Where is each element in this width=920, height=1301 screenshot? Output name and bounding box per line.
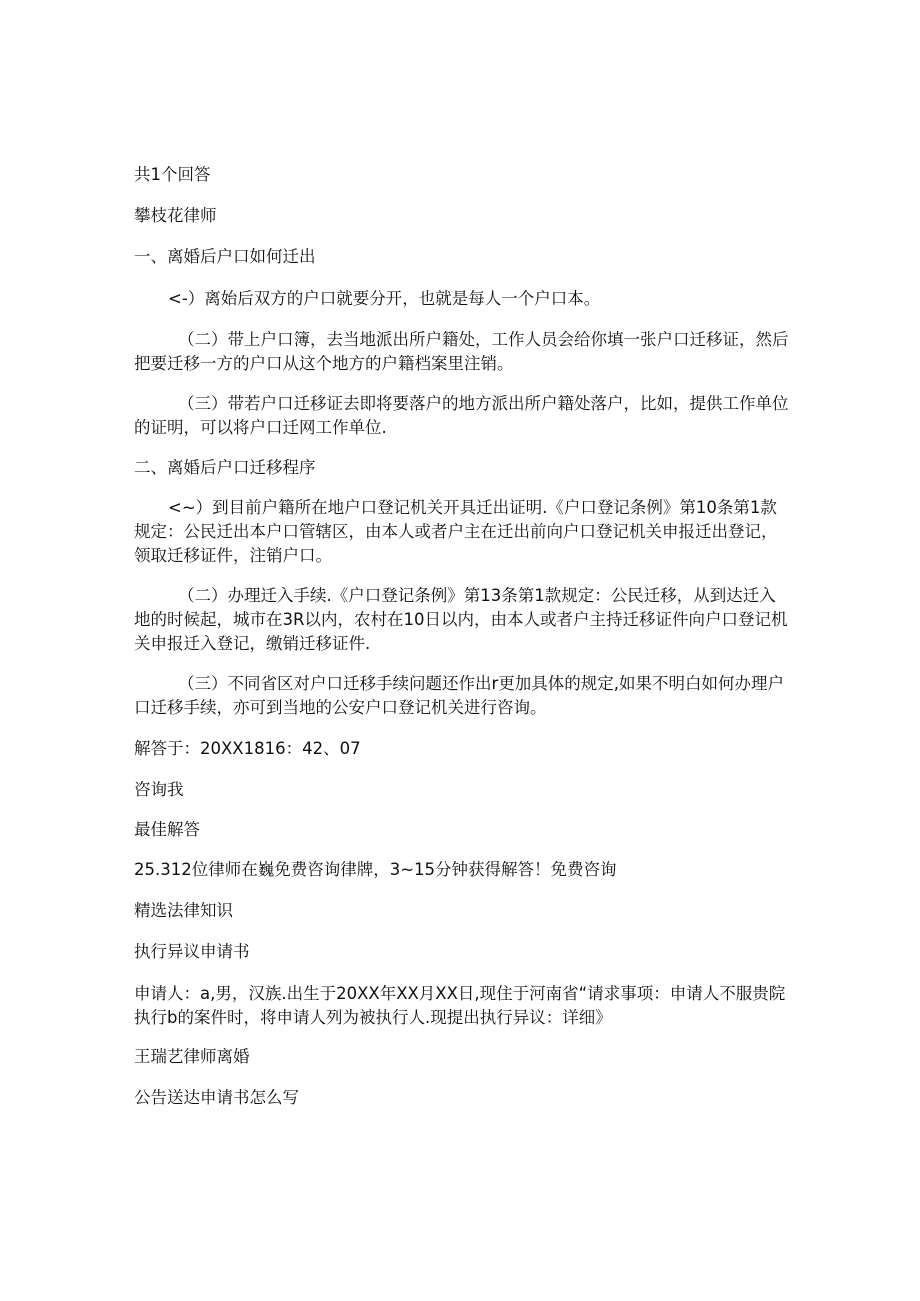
article-summary-execution-objection: 申请人：a,男，汉族.出生于20XX年XX月XX日,现住于河南省“请求事项：申请人不服贵院执行b的案件时，将申请人列为被执行人.现提出执行异议：详细》 [134,984,786,1027]
consult-me-link[interactable]: 咨询我 [134,780,184,799]
best-answer-label: 最佳解答 [134,820,200,839]
article-title-public-notice[interactable]: 公告送达申请书怎么写 [134,1088,299,1107]
section2-item1: <~）到目前户籍所在地户口登记机关开具迁出证明.《户口登记条例》第10条第1款规定：公民迁出本户口管辖区，由本人或者户主在迁出前向户口登记机关申报迁出登记，领取迁移证件，注销户口。 [134,498,778,565]
promo-free-consult[interactable]: 25.312位律师在巍免费咨询律牌，3~15分钟获得解答！免费咨询 [134,860,617,879]
section1-heading: 一、离婚后户口如何迁出 [134,247,316,266]
article-title-lawyer-divorce[interactable]: 王瑞艺律师离婚 [134,1047,250,1066]
article-title-execution-objection[interactable]: 执行异议申请书 [134,942,250,961]
featured-legal-knowledge-title: 精选法律知识 [134,901,233,920]
answers-count: 共1个回答 [134,165,211,184]
section1-item1: <-）离始后双方的户口就要分开，也就是每人一个户口本。 [168,289,601,308]
answered-at: 解答于：20XX1816：42、07 [134,739,361,758]
section2-heading: 二、离婚后户口迁移程序 [134,458,316,477]
section1-item3: （三）带若户口迁移证去即将要落户的地方派出所户籍处落户，比如，提供工作单位的证明，可以将户口迁网工作单位. [134,394,789,437]
lawyer-name[interactable]: 攀枝花律师 [134,206,217,225]
section1-item2: （二）带上户口簿，去当地派出所户籍处，工作人员会给你填一张户口迁移证，然后把要迁移一方的户口从这个地方的户籍档案里注销。 [134,330,789,373]
section2-item2: （二）办理迁入手续.《户口登记条例》第13条第1款规定：公民迁移，从到达迁入地的时候起，城市在3R以内，农村在10日以内，由本人或者户主持迁移证件向户口登记机关申报迁入登记，缴销迁移证件. [134,586,788,653]
section2-item3: （三）不同省区对户口迁移手续问题还作出r更加具体的规定,如果不明白如何办理户口迁移手续，亦可到当地的公安户口登记机关进行咨询。 [134,674,785,717]
